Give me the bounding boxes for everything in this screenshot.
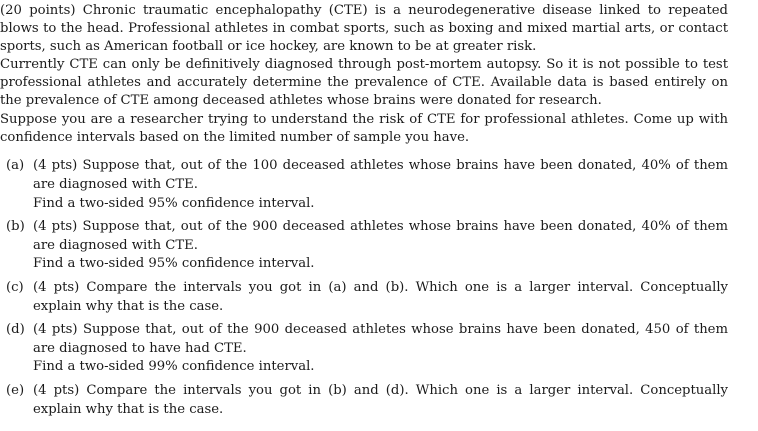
part-task: Find a two-sided 95% confidence interval. <box>33 256 315 272</box>
question-part-a <box>0 157 728 213</box>
part-text: (4 pts) Compare the intervals you got in (b) and (d). Which one is a larger interval. Conceptually explain why that is the case. <box>33 382 728 417</box>
part-label: (d) <box>6 321 25 337</box>
question-part-b <box>0 218 728 274</box>
part-task: Find a two-sided 95% confidence interval. <box>33 195 315 211</box>
intro-paragraph-background: (20 points) Chronic traumatic encephalopathy (CTE) is a neurodegenerative disease linked to repeated blows to the head. Professional athletes in combat sports, such as boxing and mixed martial arts, or contact sports, such as American football or ice hockey, are known to be at greater risk. <box>0 3 728 55</box>
part-text: (4 pts) Suppose that, out of the 900 deceased athletes whose brains have been donated, 40% of them are diagnosed with CTE. <box>33 218 728 253</box>
question-part-c <box>0 279 728 317</box>
part-text: (4 pts) Suppose that, out of the 900 deceased athletes whose brains have been donated, 450 of them are diagnosed to have had CTE. <box>33 321 728 356</box>
intro-paragraph-task: Suppose you are a researcher trying to understand the risk of CTE for professional athletes. Come up with confidence intervals based on the limited number of sample you have. <box>0 111 728 145</box>
intro-paragraph-diagnosis: Currently CTE can only be definitively diagnosed through post-mortem autopsy. So it is not possible to test professional athletes and accurately determine the prevalence of CTE. Available data is based entirely on the prevalence of CTE among deceased athletes whose brains were donated for research. <box>0 57 728 109</box>
problem-intro <box>0 2 728 147</box>
part-text: (4 pts) Suppose that, out of the 100 deceased athletes whose brains have been donated, 40% of them are diagnosed with CTE. <box>33 158 728 192</box>
part-label: (c) <box>6 279 24 295</box>
question-parts-list <box>0 157 728 424</box>
part-label: (a) <box>6 158 25 173</box>
question-part-d <box>0 321 728 377</box>
part-text: (4 pts) Compare the intervals you got in (a) and (b). Which one is a larger interval. Conceptually explain why that is the case. <box>33 279 728 314</box>
question-part-e <box>0 382 728 420</box>
part-label: (e) <box>6 382 25 398</box>
part-label: (b) <box>6 218 25 234</box>
part-task: Find a two-sided 99% confidence interval. <box>33 359 315 375</box>
